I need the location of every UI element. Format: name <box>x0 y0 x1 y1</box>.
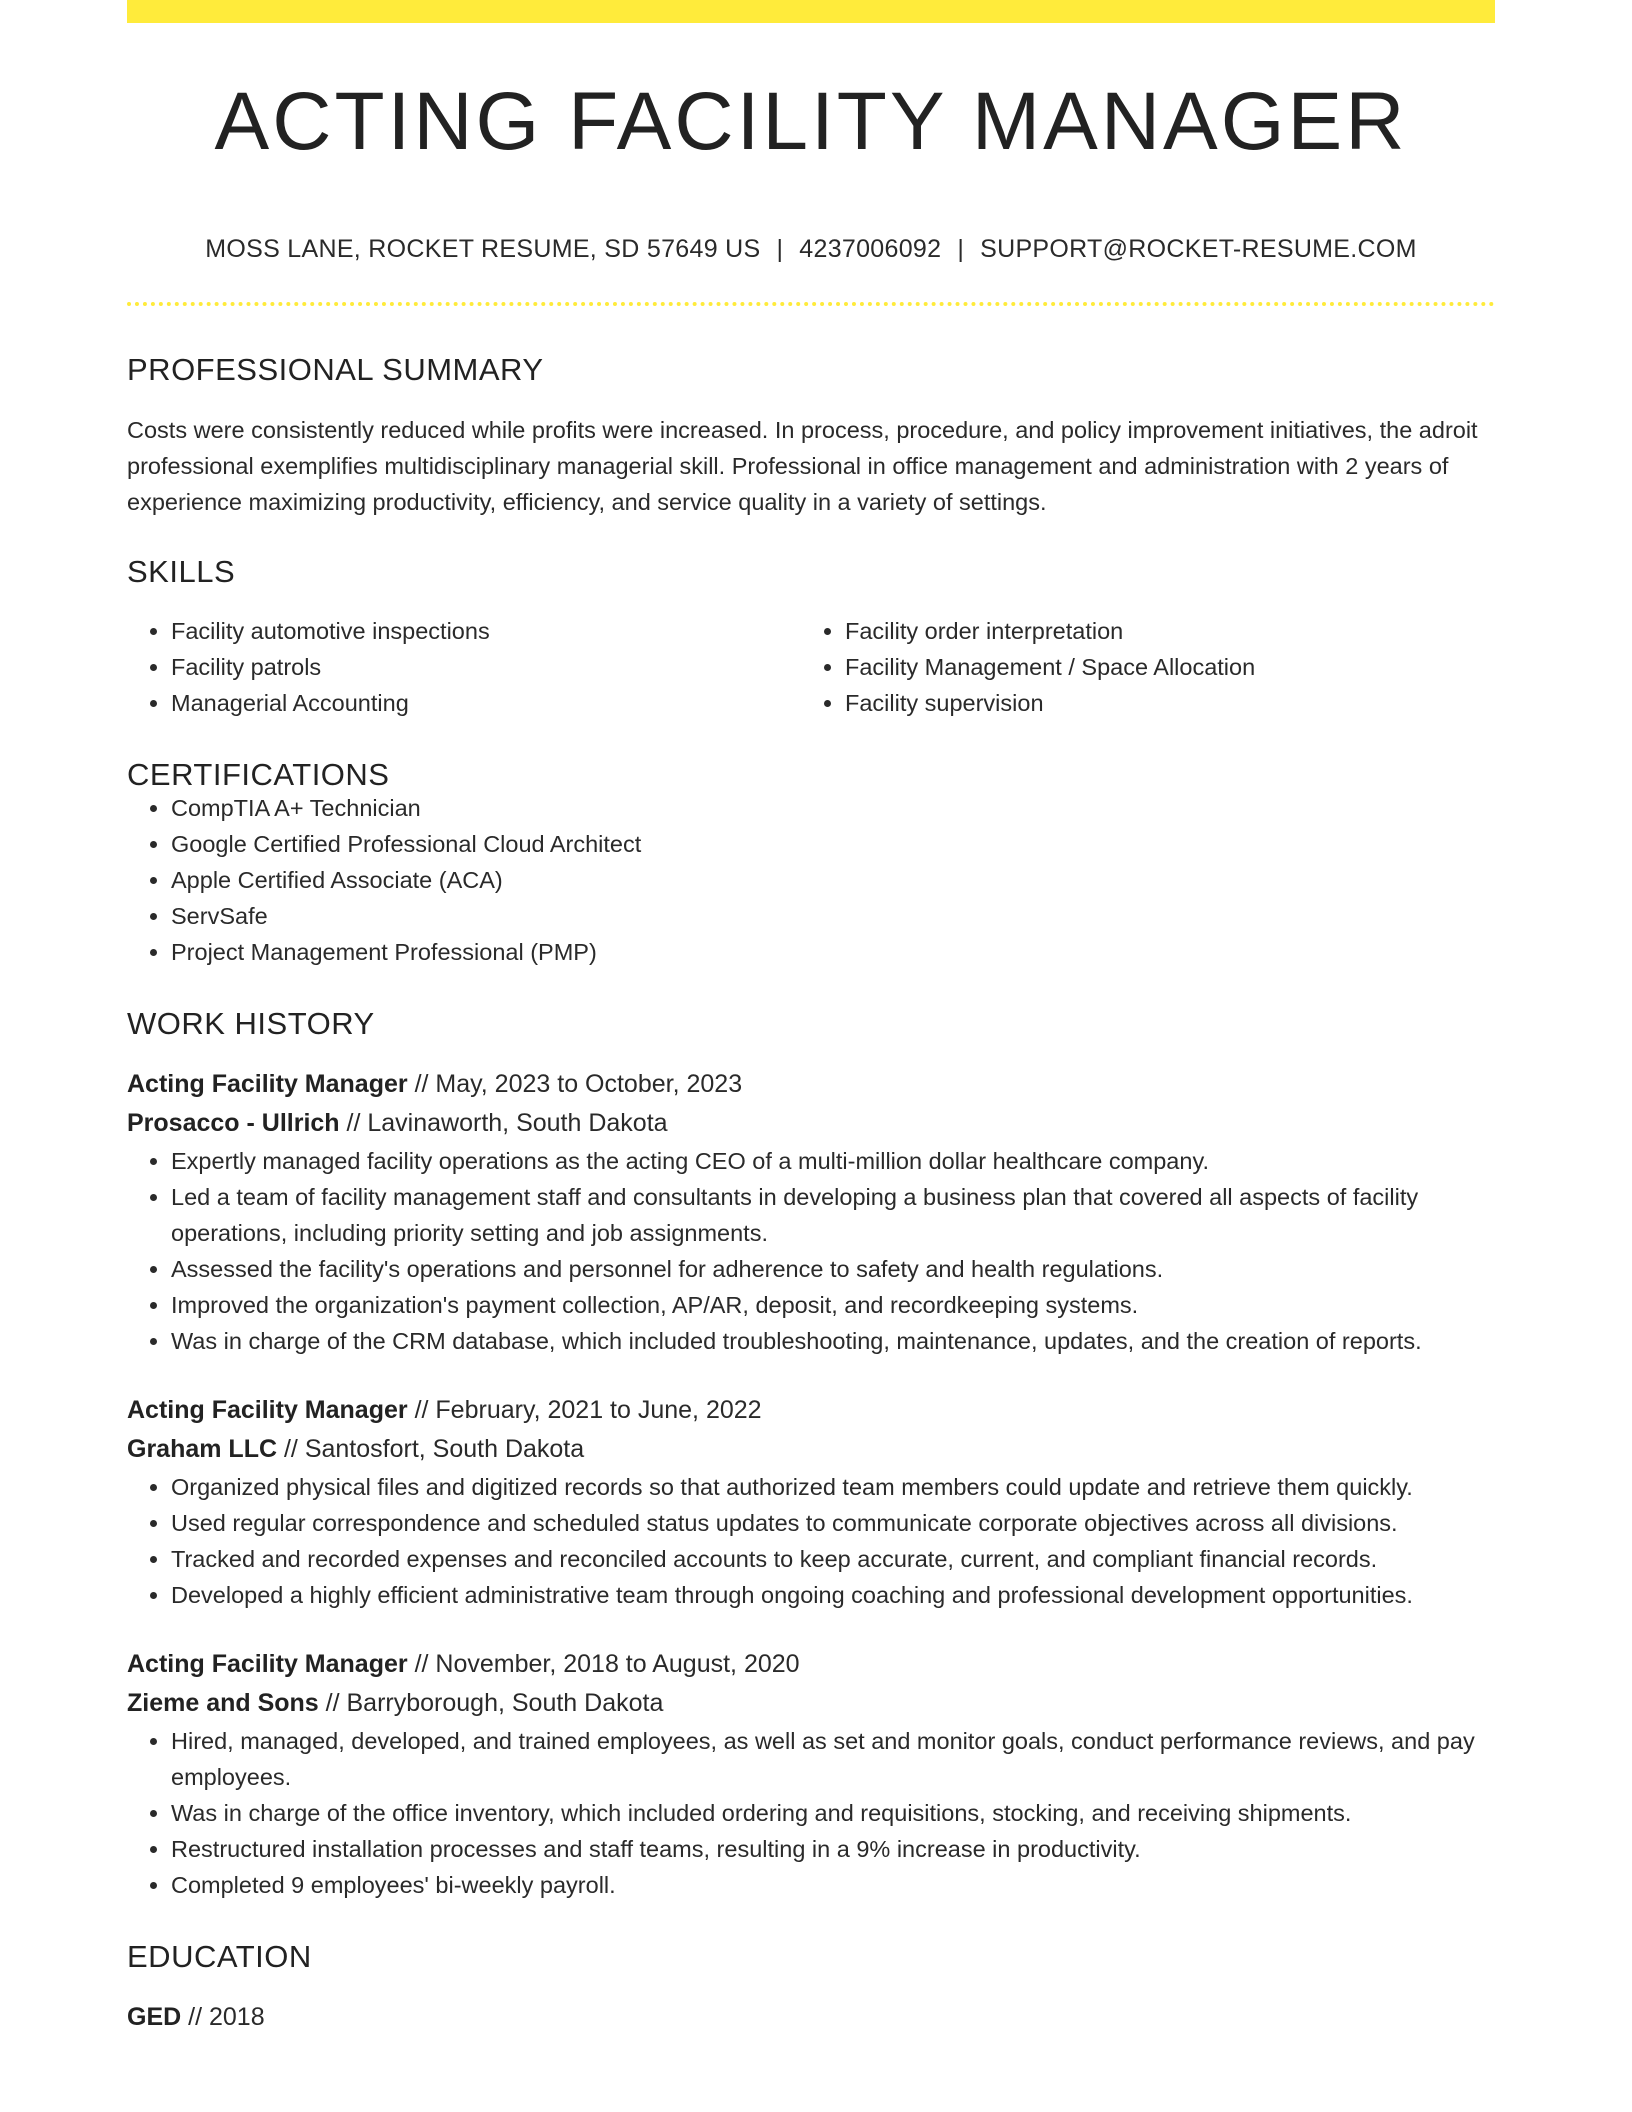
job-title-line <box>127 1391 1495 1430</box>
skills-left-column <box>127 613 801 721</box>
certifications-heading: CERTIFICATIONS <box>127 757 390 792</box>
skills-heading: SKILLS <box>127 554 236 589</box>
skill-item: • Facility supervision <box>845 685 1475 721</box>
job-location: // Santosfort, South Dakota <box>283 1435 585 1463</box>
job-role: Acting Facility Manager <box>127 1396 408 1424</box>
job-header <box>127 1065 1495 1143</box>
skill-item: • Facility Management / Space Allocation <box>845 649 1475 685</box>
job-dates: // November, 2018 to August, 2020 <box>414 1650 800 1678</box>
job-bullet: • Expertly managed facility operations as the acting CEO of a multi-million dollar healthcare company. <box>171 1143 1495 1179</box>
summary-heading: PROFESSIONAL SUMMARY <box>127 352 544 387</box>
top-accent-bar <box>127 0 1495 23</box>
job-header <box>127 1391 1495 1469</box>
skills-list <box>127 613 1495 721</box>
job-bullet: • Used regular correspondence and scheduled status updates to communicate corporate objectives across all divisions. <box>171 1505 1495 1541</box>
job-bullet: • Restructured installation processes and staff teams, resulting in a 9% increase in productivity. <box>171 1831 1495 1867</box>
certification-item: • Apple Certified Associate (ACA) <box>171 862 1495 898</box>
job-title-line <box>127 1065 1495 1104</box>
job-company: Zieme and Sons <box>127 1689 319 1717</box>
skill-item: • Managerial Accounting <box>171 685 801 721</box>
job-bullet: • Led a team of facility management staff and consultants in developing a business plan that covered all aspects of facility operations, including priority setting and job assignments. <box>171 1179 1495 1251</box>
job-location: // Lavinaworth, South Dakota <box>346 1109 668 1137</box>
job-bullets <box>127 1469 1495 1613</box>
job-location: // Barryborough, South Dakota <box>325 1689 664 1717</box>
job-company-line <box>127 1684 1495 1723</box>
contact-line <box>127 237 1495 262</box>
job-bullet: • Improved the organization's payment collection, AP/AR, deposit, and recordkeeping systems. <box>171 1287 1495 1323</box>
job-bullet: • Organized physical files and digitized records so that authorized team members could update and retrieve them quickly. <box>171 1469 1495 1505</box>
certification-item: • CompTIA A+ Technician <box>171 790 1495 826</box>
job-title-line <box>127 1645 1495 1684</box>
job-bullet: • Was in charge of the CRM database, which included troubleshooting, maintenance, updates, and the creation of reports. <box>171 1323 1495 1359</box>
job-bullet: • Was in charge of the office inventory, which included ordering and requisitions, stocking, and receiving shipments. <box>171 1795 1495 1831</box>
resume-name: ACTING FACILITY MANAGER <box>214 76 1408 167</box>
job-company-line <box>127 1430 1495 1469</box>
job-role: Acting Facility Manager <box>127 1650 408 1678</box>
skills-right-column <box>801 613 1475 721</box>
education-year: // 2018 <box>188 2003 265 2031</box>
job-company: Prosacco - Ullrich <box>127 1109 340 1137</box>
contact-separator: | <box>957 235 965 263</box>
job-bullet: • Assessed the facility's operations and personnel for adherence to safety and health regulations. <box>171 1251 1495 1287</box>
certification-item: • Google Certified Professional Cloud Architect <box>171 826 1495 862</box>
certification-item: • ServSafe <box>171 898 1495 934</box>
contact-phone[interactable]: 4237006092 <box>799 235 942 263</box>
contact-email[interactable]: SUPPORT@ROCKET-RESUME.COM <box>980 235 1417 263</box>
contact-separator: | <box>776 235 784 263</box>
job-bullets <box>127 1143 1495 1359</box>
certification-item: • Project Management Professional (PMP) <box>171 934 1495 970</box>
job-header <box>127 1645 1495 1723</box>
certifications-list <box>127 790 1495 970</box>
job-dates: // May, 2023 to October, 2023 <box>414 1070 743 1098</box>
education-heading: EDUCATION <box>127 1939 312 1974</box>
job-company: Graham LLC <box>127 1435 278 1463</box>
job-role: Acting Facility Manager <box>127 1070 408 1098</box>
contact-address: MOSS LANE, ROCKET RESUME, SD 57649 US <box>205 235 761 263</box>
skill-item: • Facility patrols <box>171 649 801 685</box>
dotted-divider <box>127 302 1495 306</box>
job-bullets <box>127 1723 1495 1903</box>
skill-item: • Facility order interpretation <box>845 613 1475 649</box>
job-company-line <box>127 1104 1495 1143</box>
job-bullet: • Tracked and recorded expenses and reconciled accounts to keep accurate, current, and compliant financial records. <box>171 1541 1495 1577</box>
work-history-heading: WORK HISTORY <box>127 1006 375 1041</box>
summary-text: Costs were consistently reduced while profits were increased. In process, procedure, and policy improvement initiatives, the adroit professional exemplifies multidisciplinary managerial skill. Professional in office management and administration with 2 years of experience maximizing productivity, efficiency, and service quality in a variety of settings. <box>127 417 1478 515</box>
job-bullet: • Hired, managed, developed, and trained employees, as well as set and monitor goals, conduct performance reviews, and pay employees. <box>171 1723 1495 1795</box>
resume-page <box>127 0 1495 2037</box>
education-entry <box>127 1998 1495 2037</box>
job-bullet: • Completed 9 employees' bi-weekly payroll. <box>171 1867 1495 1903</box>
job-bullet: • Developed a highly efficient administrative team through ongoing coaching and professional development opportunities. <box>171 1577 1495 1613</box>
education-degree: GED <box>127 2003 182 2031</box>
job-dates: // February, 2021 to June, 2022 <box>414 1396 762 1424</box>
skill-item: • Facility automotive inspections <box>171 613 801 649</box>
